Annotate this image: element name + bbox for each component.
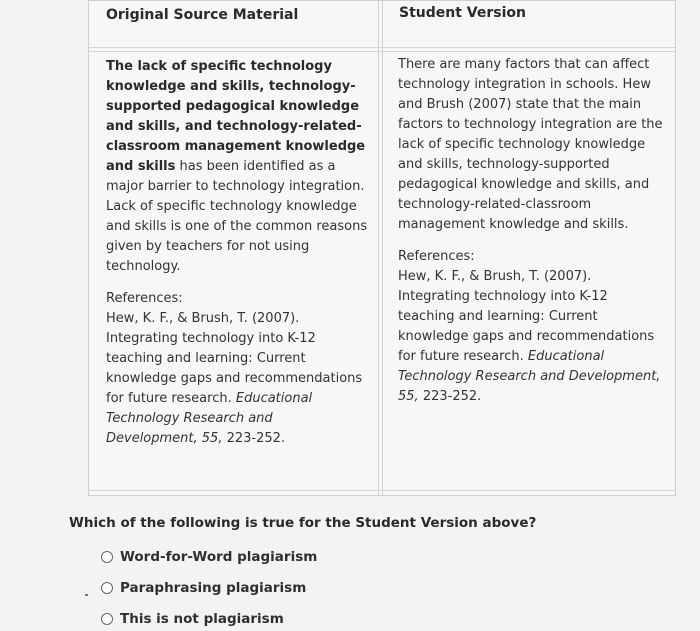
stray-mark — [85, 594, 88, 596]
original-ref-italic: Educational Technology Research and Development, 55, — [106, 391, 313, 446]
original-ref-end: 223-252. — [222, 431, 286, 446]
student-passage: There are many factors that can affect technology integration in schools. Hew and Brush (2007) state that the main factors to technology integration are the lack of specific technology knowledge and skills, technology-supported pedagogical knowledge and skills, and technology-related-classroom management knowledge and skills. — [398, 57, 663, 232]
column-divider — [378, 1, 379, 495]
student-ref-italic: Educational Technology Research and Development, 55, — [398, 349, 661, 404]
radio-button[interactable] — [101, 613, 113, 625]
option-label: This is not plagiarism — [120, 611, 284, 627]
option-not-plagiarism[interactable] — [101, 609, 284, 629]
header-divider — [89, 51, 675, 52]
column-divider — [382, 1, 383, 495]
table-bottom-border — [89, 490, 675, 491]
student-ref-plain: Hew, K. F., & Brush, T. (2007). Integrating technology into K-12 teaching and learning: Current knowledge gaps and recommendations for future research. — [398, 269, 655, 364]
original-source-cell — [106, 57, 368, 449]
original-references-label: References: — [106, 291, 183, 306]
student-version-header: Student Version — [399, 5, 526, 21]
option-label: Word-for-Word plagiarism — [120, 549, 318, 565]
header-divider — [89, 47, 675, 48]
original-bold-text: The lack of specific technology knowledge and skills, technology-supported pedagogical knowledge and skills, and technology-related-classroom management knowledge and skills — [106, 59, 366, 174]
original-reference — [106, 309, 368, 449]
student-ref-end: 223-252. — [418, 389, 482, 404]
radio-button[interactable] — [101, 551, 113, 563]
option-paraphrasing[interactable] — [101, 578, 306, 598]
original-text: has been identified as a major barrier to technology integration. Lack of specific technology knowledge and skills is one of the common reasons given by teachers for not using technology. — [106, 159, 368, 274]
original-passage — [106, 57, 368, 277]
radio-button[interactable] — [101, 582, 113, 594]
option-label: Paraphrasing plagiarism — [120, 580, 307, 596]
student-references-label: References: — [398, 249, 475, 264]
option-word-for-word[interactable] — [101, 547, 317, 567]
student-version-cell — [398, 55, 666, 407]
student-reference — [398, 267, 666, 407]
original-source-header: Original Source Material — [106, 7, 299, 23]
original-ref-plain: Hew, K. F., & Brush, T. (2007). Integrating technology into K-12 teaching and learning: Current knowledge gaps and recommendations for future research. — [106, 311, 363, 406]
question-prompt: Which of the following is true for the Student Version above? — [69, 515, 537, 531]
comparison-table — [88, 0, 676, 496]
